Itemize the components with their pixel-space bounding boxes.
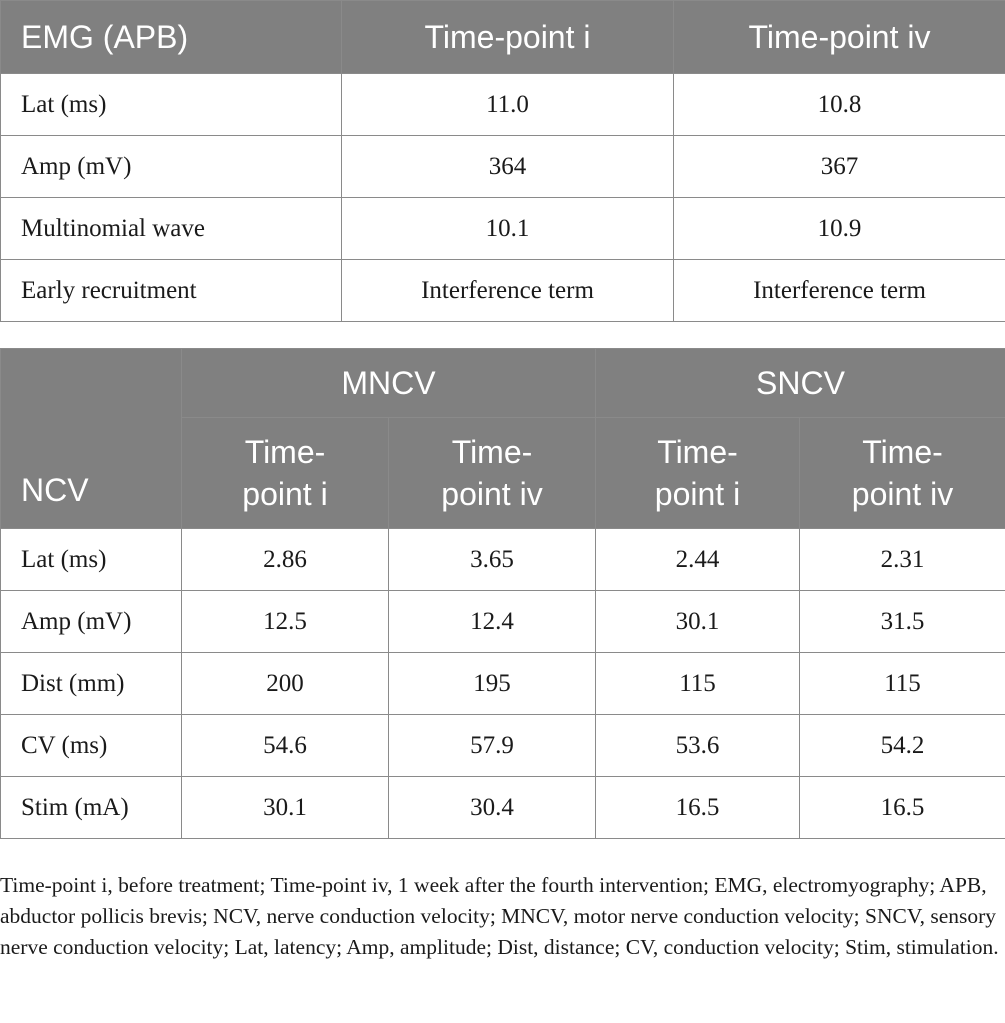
table-row (1, 777, 1005, 839)
row-label: Lat (ms) (1, 529, 182, 591)
cell-sncv-iv: 31.5 (800, 591, 1005, 653)
cell-mncv-i: 2.86 (182, 529, 389, 591)
cell-timepoint-iv: 10.8 (674, 74, 1005, 136)
cell-mncv-i: 200 (182, 653, 389, 715)
table-row (1, 529, 1005, 591)
ncv-group-header-row (1, 349, 1005, 418)
row-label: Stim (mA) (1, 777, 182, 839)
sub-header-line: Time- (862, 434, 943, 470)
sub-header-line: Time- (244, 434, 326, 470)
cell-mncv-iv: 57.9 (389, 715, 596, 777)
cell-sncv-i: 115 (596, 653, 800, 715)
row-label: Early recruitment (1, 260, 342, 322)
cell-mncv-iv: 195 (389, 653, 596, 715)
emg-header-timepoint-i: Time-point i (342, 1, 674, 74)
cell-mncv-iv: 12.4 (389, 591, 596, 653)
cell-timepoint-iv: 367 (674, 136, 1005, 198)
cell-sncv-iv: 16.5 (800, 777, 1005, 839)
sncv-timepoint-iv-header (800, 418, 1005, 529)
cell-timepoint-i: 11.0 (342, 74, 674, 136)
cell-sncv-iv: 115 (800, 653, 1005, 715)
mncv-timepoint-iv-header (389, 418, 596, 529)
cell-sncv-iv: 2.31 (800, 529, 1005, 591)
cell-timepoint-i: 364 (342, 136, 674, 198)
ncv-table (0, 348, 1005, 839)
sub-header-line: point iv (441, 476, 543, 512)
cell-timepoint-i: 10.1 (342, 198, 674, 260)
table-row (1, 715, 1005, 777)
cell-timepoint-iv: Interference term (674, 260, 1005, 322)
table-footnote: Time-point i, before treatment; Time-point iv, 1 week after the fourth intervention; EMG, electromyography; APB, abductor pollicis brevis; NCV, nerve conduction velocity; MNCV, motor nerve conduction velocity; SNCV, sensory nerve conduction velocity; Lat, latency; Amp, amplitude; Dist, distance; CV, conduction velocity; Stim, stimulation. (0, 873, 999, 959)
cell-mncv-i: 12.5 (182, 591, 389, 653)
emg-header-timepoint-iv: Time-point iv (674, 1, 1005, 74)
emg-table (0, 0, 1005, 322)
sub-header-line: point i (242, 476, 328, 512)
sub-header-line: Time- (657, 434, 738, 470)
row-label: Lat (ms) (1, 74, 342, 136)
sub-header-line: point i (654, 476, 741, 512)
cell-timepoint-iv: 10.9 (674, 198, 1005, 260)
cell-mncv-i: 30.1 (182, 777, 389, 839)
sncv-timepoint-i-header (596, 418, 800, 529)
table-row (1, 74, 1005, 136)
table-row (1, 653, 1005, 715)
table-row (1, 198, 1005, 260)
sub-header-line: Time- (451, 434, 533, 470)
emg-header-label: EMG (APB) (1, 1, 342, 74)
row-label: Dist (mm) (1, 653, 182, 715)
row-label: Multinomial wave (1, 198, 342, 260)
row-label: CV (ms) (1, 715, 182, 777)
mncv-group-header: MNCV (182, 349, 596, 418)
mncv-timepoint-i-header (182, 418, 389, 529)
table-row (1, 136, 1005, 198)
ncv-corner-header: NCV (1, 349, 182, 529)
cell-sncv-i: 30.1 (596, 591, 800, 653)
cell-mncv-i: 54.6 (182, 715, 389, 777)
emg-header-row (1, 1, 1005, 74)
sncv-group-header: SNCV (596, 349, 1005, 418)
table-row (1, 591, 1005, 653)
cell-sncv-i: 2.44 (596, 529, 800, 591)
row-label: Amp (mV) (1, 591, 182, 653)
cell-sncv-i: 53.6 (596, 715, 800, 777)
cell-mncv-iv: 30.4 (389, 777, 596, 839)
cell-sncv-i: 16.5 (596, 777, 800, 839)
cell-timepoint-i: Interference term (342, 260, 674, 322)
cell-mncv-iv: 3.65 (389, 529, 596, 591)
cell-sncv-iv: 54.2 (800, 715, 1005, 777)
table-row (1, 260, 1005, 322)
sub-header-line: point iv (851, 476, 954, 512)
row-label: Amp (mV) (1, 136, 342, 198)
